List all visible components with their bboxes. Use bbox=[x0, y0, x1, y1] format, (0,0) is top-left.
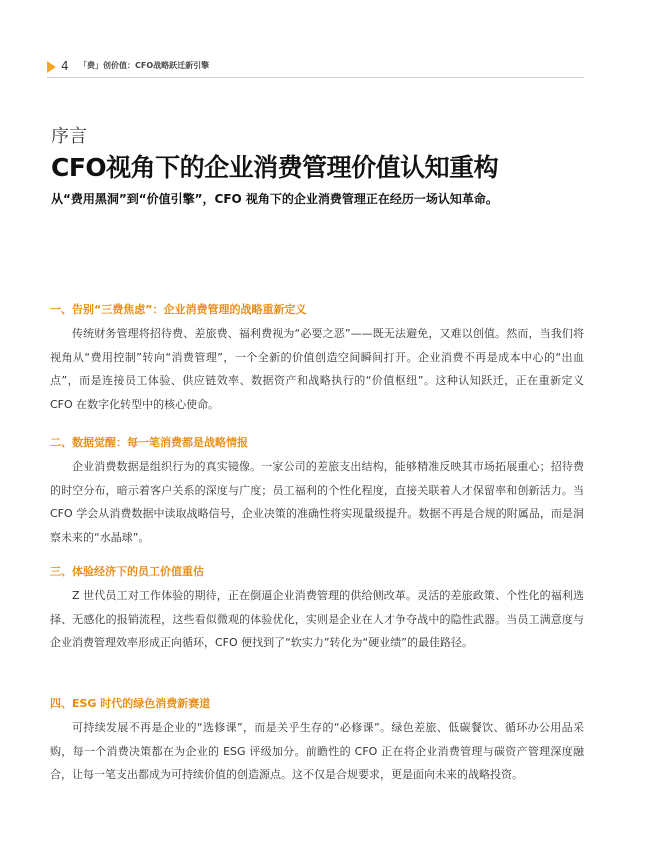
section-heading: 四、ESG 时代的绿色消费新赛道 bbox=[50, 697, 211, 710]
section-4 bbox=[50, 695, 584, 787]
section-heading: 一、告别“三费焦虑”：企业消费管理的战略重新定义 bbox=[50, 303, 307, 316]
section-heading: 三、体验经济下的员工价值重估 bbox=[50, 565, 204, 578]
section-2 bbox=[50, 434, 584, 549]
section-heading: 二、数据觉醒：每一笔消费都是战略情报 bbox=[50, 436, 248, 449]
page-title: CFO视角下的企业消费管理价值认知重构 bbox=[51, 153, 499, 182]
preface-label: 序言 bbox=[51, 126, 87, 147]
page-subtitle: 从“费用黑洞”到“价值引擎”，CFO 视角下的企业消费管理正在经历一场认知革命。 bbox=[51, 192, 498, 206]
section-body: 可持续发展不再是企业的“选修课”，而是关乎生存的“必修课”。绿色差旅、低碳餐饮、循环办公用品采购，每一个消费决策都在为企业的 ESG 评级加分。前瞻性的 CFO 正在将企业消费管理与碳资产管理深度融合，让每一笔支出都成为可持续价值的创造源点。这不仅是合规要求，更是面向未来的战略投资。 bbox=[50, 721, 584, 781]
section-body: Z 世代员工对工作体验的期待，正在倒逼企业消费管理的供给侧改革。灵活的差旅政策、个性化的福利选择、无感化的报销流程，这些看似微观的体验优化，实则是企业在人才争夺战中的隐性武器。当员工满意度与企业消费管理效率形成正向循环，CFO 便找到了“软实力”转化为“硬业绩”的最佳路径。 bbox=[50, 589, 584, 649]
triangle-marker-icon bbox=[47, 61, 56, 73]
section-body: 企业消费数据是组织行为的真实镜像。一家公司的差旅支出结构，能够精准反映其市场拓展重心；招待费的时空分布，暗示着客户关系的深度与广度；员工福利的个性化程度，直接关联着人才保留率和创新活力。当 CFO 学会从消费数据中读取战略信号，企业决策的准确性将实现量级提升。数据不再是合规的附属品，而是洞察未来的“水晶球”。 bbox=[50, 460, 584, 544]
section-3 bbox=[50, 563, 584, 655]
running-header bbox=[47, 57, 584, 78]
running-title: 「费」创价值：CFO战略跃迁新引擎 bbox=[79, 61, 210, 70]
section-body: 传统财务管理将招待费、差旅费、福利费视为“必要之恶”——既无法避免，又难以创值。然而，当我们将视角从“费用控制”转向“消费管理”，一个全新的价值创造空间瞬间打开。企业消费不再是成本中心的“出血点”，而是连接员工体验、供应链效率、数据资产和战略执行的“价值枢纽”。这种认知跃迁，正在重新定义 CFO 在数字化转型中的核心使命。 bbox=[50, 327, 584, 411]
section-1 bbox=[50, 301, 584, 416]
page-number: 4 bbox=[61, 59, 69, 73]
